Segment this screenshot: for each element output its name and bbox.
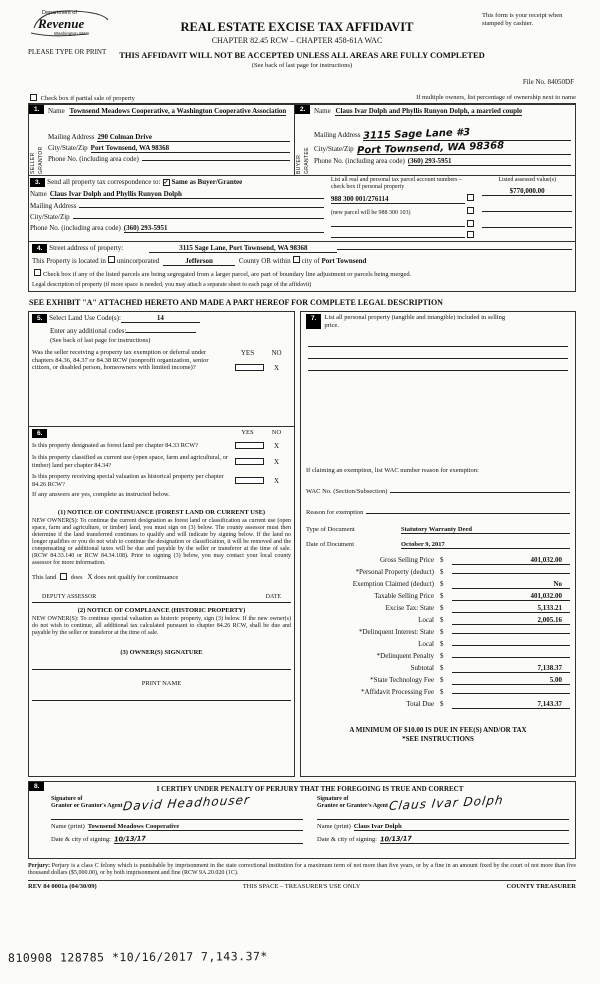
grantor-sig-label-2: Grantor or Grantor's Agent: [51, 803, 123, 809]
m0-value: 401,032.00: [452, 556, 570, 565]
buyer-phone-value: (360) 293-5951: [408, 157, 571, 166]
seller-phone-value: [142, 160, 290, 161]
wac-label: WAC No. (Section/Subsection): [306, 488, 388, 495]
m6-value: [452, 633, 570, 634]
buyer-phone-row: [314, 157, 571, 166]
seller-phone-row: [48, 155, 290, 163]
section3-badge: 3.: [30, 178, 45, 187]
county-value: Jefferson: [163, 257, 235, 266]
grantor-name-value: Townsend Meadows Cooperative: [88, 823, 303, 831]
m9-value: 7,138.37: [452, 664, 570, 673]
seller-csz-row: [48, 144, 290, 153]
additional-codes-blank: [126, 325, 196, 333]
s6-yes-header: YES: [241, 429, 254, 436]
if-yes-note: If any answers are yes, complete as instructed below.: [32, 491, 170, 498]
current-use-question: [32, 454, 291, 469]
m7-dollar: $: [440, 640, 444, 648]
deputy-signature-line: [32, 602, 291, 603]
logo-name-text: Revenue: [38, 16, 85, 31]
personal-property-deduct-row: [306, 568, 570, 580]
notice1-title: (1) NOTICE OF CONTINUANCE (FOREST LAND OR CURRENT USE): [57, 509, 266, 516]
buyer-csz-label: City/State/Zip: [314, 145, 354, 153]
buyer-mailing-row: [314, 129, 571, 141]
section1-badge: 1.: [29, 105, 44, 114]
located-in-row: [32, 256, 572, 266]
m7-value: [452, 645, 570, 646]
m7-label: Local: [418, 640, 434, 648]
grantee-sig-label-1: Signature of: [317, 796, 349, 802]
m10-dollar: $: [440, 676, 444, 684]
m2-dollar: $: [440, 580, 444, 588]
m1-dollar: $: [440, 568, 444, 576]
m5-label: Local: [418, 616, 434, 624]
m5-value: 2,005.16: [452, 616, 570, 625]
parcel-blank-1: [331, 219, 465, 227]
m1-value: [452, 573, 570, 574]
assessed-blank-1: [482, 204, 572, 212]
m12-dollar: $: [440, 700, 444, 708]
s3-name-row: [30, 190, 324, 199]
m12-label: Total Due: [406, 700, 434, 708]
delinquent-interest-local-row: [306, 640, 570, 652]
deputy-assessor-row: [32, 594, 291, 600]
grantee-date-label: Date & city of signing:: [317, 836, 377, 843]
s3-phone-value: (360) 293-5951: [124, 224, 324, 233]
q1-yes-checkbox: [235, 442, 264, 449]
grantor-label: GRANTOR: [38, 146, 44, 174]
city-value: Port Townsend: [321, 257, 367, 265]
delinquent-penalty-row: [306, 652, 570, 664]
buyer-section: [295, 104, 576, 176]
s3-csz-row: [30, 213, 324, 221]
personal-property-row: [306, 314, 570, 329]
m11-dollar: $: [440, 688, 444, 696]
personal-property-blank-1: [308, 335, 568, 347]
minimum-fee-line1: A MINIMUM OF $10.00 IS DUE IN FEE(S) AND/OR TAX: [349, 726, 527, 734]
logo-dept-text: Department of: [42, 10, 77, 16]
yes-header: YES: [240, 349, 255, 357]
forest-land-section: [28, 427, 295, 777]
street-address-label: Street address of property:: [49, 244, 124, 252]
taxable-selling-price-row: [306, 592, 570, 604]
street-address-blank: [337, 249, 572, 250]
continuance-line: [32, 573, 291, 581]
county-treasurer-label: COUNTY TREASURER: [506, 883, 576, 890]
reason-row: [306, 505, 570, 516]
m2-value: No: [452, 580, 570, 589]
q2-text: Is this property classified as current use (open space, farm and agricultural, or timber) land per chapter 84.34?: [32, 454, 228, 469]
m8-label: *Delinquent Penalty: [376, 652, 434, 660]
section5-badge: 5.: [32, 314, 47, 323]
top-row: [28, 92, 576, 104]
seller-phone-label: Phone No. (including area code): [48, 155, 139, 163]
exemption-yes-checkbox: [235, 364, 264, 371]
reason-label: Reason for exemption: [306, 509, 364, 516]
buyer-name-label: Name: [314, 107, 331, 115]
subtotal-row: [306, 664, 570, 676]
grantor-date-label: Date & city of signing:: [51, 836, 111, 843]
land-use-section: [28, 311, 295, 427]
exemption-question-block: [32, 349, 291, 372]
personal-property-checkbox-4: [467, 231, 474, 238]
m3-value: 401,032.00: [452, 592, 570, 601]
forest-land-question: [32, 442, 291, 450]
q2-yes-checkbox: [235, 458, 264, 465]
located-pre-label: This Property is located in: [32, 257, 106, 265]
grantor-signature: David Headhouser: [122, 792, 251, 814]
m3-label: Taxable Selling Price: [374, 592, 434, 600]
selling-price-section: [300, 311, 576, 777]
buyer-phone-label: Phone No. (including area code): [314, 157, 405, 165]
receipt-note: This form is your receipt when stamped by cashier.: [482, 12, 563, 27]
parcel-numbers-header: List all real and personal tax parcel account numbers – check box if personal property: [330, 177, 463, 190]
grantor-sig-label-1: Signature of: [51, 796, 83, 802]
partial-sale-group: [28, 94, 135, 102]
assessed-value-header: Listed assessed value(s): [498, 177, 556, 183]
land-use-label: Select Land Use Code(s):: [49, 314, 121, 322]
street-address-row: [32, 244, 572, 253]
m0-dollar: $: [440, 556, 444, 564]
seller-mailing-row: [48, 133, 290, 142]
additional-codes-label: Enter any additional codes:: [50, 327, 127, 335]
seller-csz-label: City/State/Zip: [48, 144, 88, 152]
section8-badge: 8.: [29, 782, 44, 791]
m8-dollar: $: [440, 652, 444, 660]
logo-sub-text: Washington State: [54, 31, 90, 36]
grantee-name-label: Name (print): [317, 823, 351, 830]
file-number: File No. 84050DF: [522, 78, 574, 86]
grantee-signature: Claus Ivar Dolph: [388, 792, 505, 814]
s3-name-value: Claus Ivar Dolph and Phyllis Runyon Dolph: [50, 190, 324, 199]
personal-property-checkbox-2: [467, 207, 474, 214]
buyer-name-row: [314, 107, 571, 127]
personal-property-label: List all personal property (tangible and intangible) included in selling price.: [324, 314, 506, 329]
section6-badge: 6.: [32, 429, 47, 438]
dor-logo: [28, 8, 114, 42]
m9-dollar: $: [440, 664, 444, 672]
parcel-row-4: [331, 230, 476, 238]
section6-header: [32, 429, 291, 438]
seller-name-label: Name: [48, 107, 65, 115]
additional-codes-row: [50, 325, 291, 335]
m10-value: 5.00: [452, 676, 570, 685]
m4-label: Excise Tax: State: [385, 604, 434, 612]
buyer-label: BUYER: [296, 154, 302, 174]
seller-mailing-value: 290 Colman Drive: [97, 133, 290, 142]
q3-yes-checkbox: [235, 477, 264, 484]
form-footer: [28, 880, 576, 890]
grantor-name-row: [51, 823, 303, 831]
send-correspondence-label: Send all property tax correspondence to:: [47, 178, 161, 186]
q3-no-answer: X: [273, 476, 280, 485]
seller-side-label: [30, 118, 45, 174]
m2-label: Exemption Claimed (deduct): [352, 580, 434, 588]
buyer-csz-row: [314, 140, 571, 157]
excise-tax-local-row: [306, 616, 570, 628]
owners-signature-label: (3) OWNER(S) SIGNATURE: [120, 649, 203, 656]
seller-name-row: [48, 107, 290, 131]
new-parcel-note: (new parcel will be 988 300 103): [330, 210, 411, 216]
section7-badge: 7.: [306, 314, 321, 329]
street-address-value: 3115 Sage Lane, Port Townsend, WA 98368: [149, 244, 337, 253]
notice1-body: NEW OWNER(S): To continue the current designation as forest land or classification as current use (open space, farm and agriculture, or timber) land, you must sign on (3) below. The county assessor must then determine if the land transferred continues to qualify and will indicate by signing below. If the land no longer qualifies or you do not wish to continue the designation or classification, it will be removed and the compensating or additional taxes will be due and payable by the seller or transferor at the time of sale. (RCW 84.33.140 or RCW 84.34.108). Prior to signing (3) below, you may contact your local county assessor for more information.: [32, 518, 291, 566]
m6-dollar: $: [440, 628, 444, 636]
delinquent-interest-state-row: [306, 628, 570, 640]
exhibit-a-line: SEE EXHIBIT "A" ATTACHED HERETO AND MADE A PART HEREOF FOR COMPLETE LEGAL DESCRIPTION: [29, 298, 443, 307]
exemption-question-text: Was the seller receiving a property tax exemption or deferral under chapters 84.36, 84.37 or 84.38 RCW (nonprofit organization, senior citizen, or disabled person, homeowners with limited income)?: [32, 349, 209, 371]
m4-dollar: $: [440, 604, 444, 612]
see-back-note: (See back of last page for instructions): [251, 62, 353, 69]
grantee-sig-label: [317, 796, 388, 810]
exemption-no-answer: X: [273, 363, 280, 372]
section4-badge: 4.: [32, 244, 47, 253]
segregated-label: Check box if any of the listed parcels are being segregated from a larger parcel, are part of boundary line adjustment or parcels being merged.: [43, 271, 412, 278]
warning-line: THIS AFFIDAVIT WILL NOT BE ACCEPTED UNLESS ALL AREAS ARE FULLY COMPLETED: [119, 50, 485, 60]
s3-phone-label: Phone No. (including area code): [30, 224, 121, 232]
grantee-name-row: [317, 823, 569, 831]
grantor-sig-label: [51, 796, 123, 810]
unincorporated-label: unincorporated: [116, 257, 160, 265]
s6-no-header: NO: [271, 429, 282, 436]
treasurer-space-label: THIS SPACE – TREASURER'S USE ONLY: [242, 883, 361, 890]
assessed-blank-2: [482, 220, 572, 228]
grantor-date-value: 10/13/17: [113, 834, 146, 844]
q3-text: Is this property receiving special valuation as historical property per chapter 84.26 RCW?: [32, 473, 224, 488]
parcel-row-3: [331, 219, 476, 227]
affidavit-processing-fee-row: [306, 688, 570, 700]
grantee-name-value: Claus Ivar Dolph: [354, 823, 569, 831]
does-not-mark: X: [87, 573, 93, 581]
land-use-value: 14: [121, 314, 200, 323]
send-correspondence-row: [30, 178, 324, 187]
m4-value: 5,133.21: [452, 604, 570, 613]
same-as-buyer-checkbox: ✓: [163, 180, 169, 186]
m1-label: *Personal Property (deduct): [355, 568, 434, 576]
historic-property-question: [32, 473, 291, 488]
multiple-owners-note: If multiple owners, list percentage of ownership next to name: [416, 94, 576, 101]
print-name-line: [32, 700, 291, 701]
q2-no-answer: X: [273, 457, 280, 466]
partial-sale-checkbox: [30, 94, 37, 101]
perjury-label: Perjury:: [28, 863, 50, 869]
certification-section: [28, 781, 576, 859]
county-or-label: County OR within: [238, 257, 291, 265]
total-due-row: [306, 700, 570, 712]
does-checkbox: [60, 573, 67, 580]
parcel-blank-2: [331, 230, 465, 238]
s3-mailing-row: [30, 202, 324, 210]
s3-phone-row: [30, 224, 324, 233]
money-table: [306, 556, 570, 712]
seller-csz-value: Port Townsend, WA 98368: [91, 144, 290, 153]
perjury-text: Perjury is a class C felony which is punishable by imprisonment in the state correctional institution for a maximum term of not more than five years, or by a fine in an amount fixed by the court of not more than five thousand dollars ($5,000.00), or by both imprisonment and fine (RCW 9A.20.020 (1C).: [28, 863, 577, 876]
date-of-document-row: [306, 541, 570, 549]
m11-value: [452, 693, 570, 694]
rev-number: REV 84 0001a (04/30/09): [28, 883, 97, 890]
does-label: does: [70, 574, 83, 581]
legal-description-label: Legal description of property (if more space is needed, you may attach a separate sheet to each page of the affidavit): [32, 282, 312, 288]
deputy-date-label: DATE: [265, 594, 281, 600]
m0-label: Gross Selling Price: [379, 556, 434, 564]
q1-text: Is this property designated as forest land per chapter 84.33 RCW?: [32, 442, 198, 450]
form-title: REAL ESTATE EXCISE TAX AFFIDAVIT: [180, 20, 414, 34]
certify-line: I CERTIFY UNDER PENALTY OF PERJURY THAT THE FOREGOING IS TRUE AND CORRECT: [156, 785, 464, 793]
q1-no-answer: X: [273, 442, 280, 450]
does-not-label: does not qualify for continuance: [94, 574, 179, 581]
same-as-buyer-label: Same as Buyer/Grantee: [171, 178, 243, 186]
s3-name-label: Name: [30, 190, 47, 198]
grantee-date-value: 10/13/17: [379, 834, 412, 844]
city-checkbox: [293, 256, 300, 263]
personal-property-checkbox-1: [467, 194, 474, 201]
grantor-name-label: Name (print): [51, 823, 85, 830]
state-technology-fee-row: [306, 676, 570, 688]
grantee-label: GRANTEE: [304, 147, 310, 174]
buyer-mailing-value: 3115 Sage Lane #3: [363, 127, 471, 142]
unincorporated-checkbox: [108, 256, 115, 263]
type-of-document-label: Type of Document: [306, 526, 355, 533]
partial-sale-label: Check box if partial sale of property: [40, 94, 135, 102]
property-address-section: [28, 242, 576, 292]
reason-blank: [366, 505, 570, 514]
segregated-row: [32, 269, 572, 278]
please-type-label: PLEASE TYPE OR PRINT: [28, 48, 107, 56]
grantor-date-row: [51, 835, 303, 844]
grantee-signature-block: [317, 792, 569, 844]
date-of-document-label: Date of Document: [306, 541, 355, 548]
assessed-value: $770,000.00: [482, 187, 572, 196]
buyer-csz-value: Port Townsend, WA 98368: [356, 140, 504, 157]
minimum-fee-note: [306, 726, 570, 744]
print-name-label: PRINT NAME: [141, 680, 182, 687]
m6-label: *Delinquent Interest: State: [358, 628, 434, 636]
exemption-claimed-row: [306, 580, 570, 592]
chapter-line: CHAPTER 82.45 RCW – CHAPTER 458-61A WAC: [211, 36, 383, 45]
personal-property-blank-3: [308, 359, 568, 371]
parcel-row-2: [331, 207, 476, 216]
see-back-instructions: (See back of last page for instructions): [50, 337, 151, 344]
m3-dollar: $: [440, 592, 444, 600]
form-header: [28, 6, 576, 92]
parcel-row-1: [331, 194, 476, 204]
section2-badge: 2.: [295, 105, 310, 114]
s3-csz-value: [73, 218, 324, 219]
land-pre-label: This land: [32, 574, 57, 581]
gross-selling-price-row: [306, 556, 570, 568]
s3-mailing-value: [79, 207, 323, 208]
owners-signature-line: [32, 669, 291, 670]
seller-name-value: Townsend Meadows Cooperative, a Washington Cooperative Association: [69, 107, 287, 115]
buyer-name-value: Claus Ivar Dolph and Phyllis Runyon Dolph, a married couple: [335, 107, 523, 115]
notice2-title: (2) NOTICE OF COMPLIANCE (HISTORIC PROPERTY): [77, 607, 246, 614]
cashier-stamp: 810908 128785 *10/16/2017 7,143.37*: [7, 949, 268, 965]
seller-label: SELLER: [30, 152, 36, 174]
deputy-assessor-label: DEPUTY ASSESSOR: [42, 594, 97, 600]
land-use-row: [32, 314, 291, 323]
exemption-note: If claiming an exemption, list WAC number reason for exemption:: [306, 467, 479, 474]
s3-csz-label: City/State/Zip: [30, 213, 70, 221]
minimum-fee-line2: *SEE INSTRUCTIONS: [402, 735, 474, 743]
tax-correspondence-section: [28, 176, 576, 242]
s3-mailing-label: Mailing Address: [30, 202, 77, 210]
m8-value: [452, 657, 570, 658]
segregated-checkbox: [34, 269, 41, 276]
wac-row: [306, 484, 570, 495]
grantee-date-row: [317, 835, 569, 844]
m5-dollar: $: [440, 616, 444, 624]
no-header: NO: [271, 349, 282, 357]
date-of-document-value: October 9, 2017: [401, 541, 570, 549]
m10-label: *State Technology Fee: [370, 676, 434, 684]
grantor-signature-block: [51, 792, 303, 844]
seller-mailing-label: Mailing Address: [48, 133, 95, 141]
buyer-mailing-label: Mailing Address: [314, 131, 361, 139]
type-of-document-row: [306, 526, 570, 534]
perjury-statement: [28, 863, 576, 877]
parcel-number-value: 988 300 001/276114: [331, 195, 465, 204]
m9-label: Subtotal: [410, 664, 434, 672]
grantee-sig-label-2: Grantee or Grantee's Agent: [317, 803, 389, 809]
m11-label: *Affidavit Processing Fee: [361, 688, 434, 696]
excise-tax-state-row: [306, 604, 570, 616]
wac-blank: [390, 484, 570, 493]
city-of-label: city of: [301, 257, 320, 265]
personal-property-blank-2: [308, 347, 568, 359]
notice2-body: NEW OWNER(S): To continue special valuation as historic property, sign (3) below. If the new owner(s) do not wish to continue, all additional tax calculated pursuant to chapter 84.26 RCW, shall be due and payable by the seller or transferor at the time of sale.: [32, 616, 291, 636]
type-of-document-value: Statutory Warranty Deed: [401, 526, 570, 534]
buyer-side-label: [296, 118, 311, 174]
m12-value: 7,143.37: [452, 700, 570, 709]
personal-property-checkbox-3: [467, 220, 474, 227]
seller-section: [28, 104, 295, 176]
